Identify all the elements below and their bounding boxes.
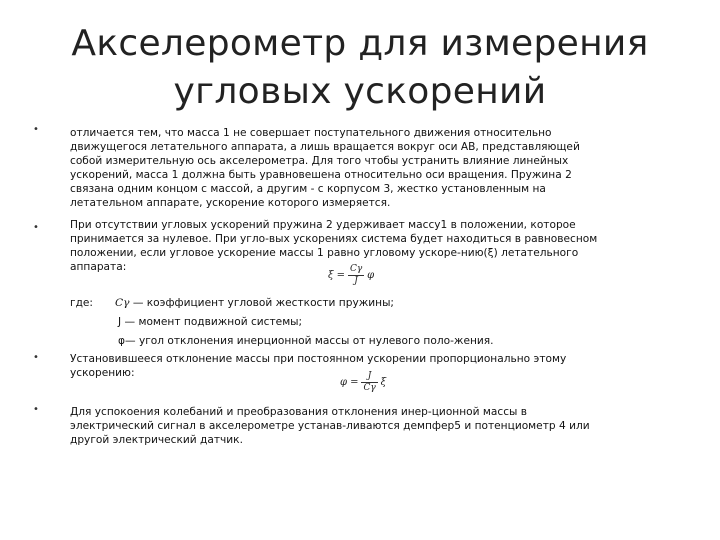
legend-symbol: Cγ bbox=[115, 297, 130, 309]
bullet-1: • bbox=[33, 124, 39, 135]
text-line: другой электрический датчик. bbox=[70, 434, 243, 446]
formula-deflection bbox=[340, 371, 386, 394]
text-line: связана одним концом с массой, а другим - с корпусом 3, жестко установленным на bbox=[70, 183, 546, 195]
paragraph-damping bbox=[70, 405, 670, 447]
paragraph-description bbox=[70, 126, 670, 210]
text-line: летательном аппарате, ускорение которого измеряется. bbox=[70, 197, 391, 209]
text-line: электрический сигнал в акселерометре устанав-ливаются демпфер5 и потенциометр 4 или bbox=[70, 420, 590, 432]
legend-line-1 bbox=[115, 296, 394, 311]
formula-fraction bbox=[361, 371, 377, 394]
text-line: аппарата: bbox=[70, 261, 127, 273]
title-line-2: угловых ускорений bbox=[173, 71, 547, 112]
formula-lhs: φ = bbox=[340, 377, 359, 388]
text-line: Установившееся отклонение массы при постоянном ускорении пропорционально этому bbox=[70, 353, 567, 365]
text-line: При отсутствии угловых ускорений пружина 2 удерживает массу1 в положении, которое bbox=[70, 219, 576, 231]
legend-line-2: J — момент подвижной системы; bbox=[118, 316, 303, 328]
formula-variable: ξ bbox=[380, 377, 387, 388]
title-line-1: Акселерометр для измерения bbox=[71, 23, 649, 64]
formula-variable: φ bbox=[367, 270, 375, 281]
legend-text: — коэффициент угловой жесткости пружины; bbox=[132, 297, 395, 309]
text-line: Для успокоения колебаний и преобразования отклонения инер-ционной массы в bbox=[70, 406, 527, 418]
slide-title bbox=[60, 20, 660, 116]
text-line: ускорению: bbox=[70, 367, 135, 379]
text-line: движущегося летательного аппарата, а лишь вращается вокруг оси АВ, представляющей bbox=[70, 141, 580, 153]
formula-angular-acceleration bbox=[328, 264, 374, 287]
text-line: ускорений, масса 1 должна быть уравновешена относительно оси вращения. Пружина 2 bbox=[70, 169, 572, 181]
formula-fraction bbox=[348, 264, 364, 287]
bullet-3: • bbox=[33, 352, 39, 363]
text-line: отличается тем, что масса 1 не совершает поступательного движения относительно bbox=[70, 127, 552, 139]
legend-where: где: bbox=[70, 297, 93, 309]
text-line: положении, если угловое ускорение массы 1 равно угловому ускоре-нию(ξ) летательного bbox=[70, 247, 579, 259]
bullet-4: • bbox=[33, 404, 39, 415]
formula-denominator: J bbox=[354, 276, 358, 286]
formula-lhs: ξ = bbox=[328, 270, 346, 281]
formula-numerator: Cγ bbox=[349, 264, 363, 274]
formula-denominator: Cγ bbox=[363, 383, 376, 393]
bullet-2: • bbox=[33, 222, 39, 233]
text-line: собой измерительную ось акселерометра. Для того чтобы устранить влияние линейных bbox=[70, 155, 569, 167]
legend-line-3: φ— угол отклонения инерционной массы от нулевого поло-жения. bbox=[118, 335, 494, 347]
text-line: принимается за нулевое. При угло-вых ускорениях система будет находиться в равновесном bbox=[70, 233, 598, 245]
formula-numerator: J bbox=[361, 371, 377, 383]
